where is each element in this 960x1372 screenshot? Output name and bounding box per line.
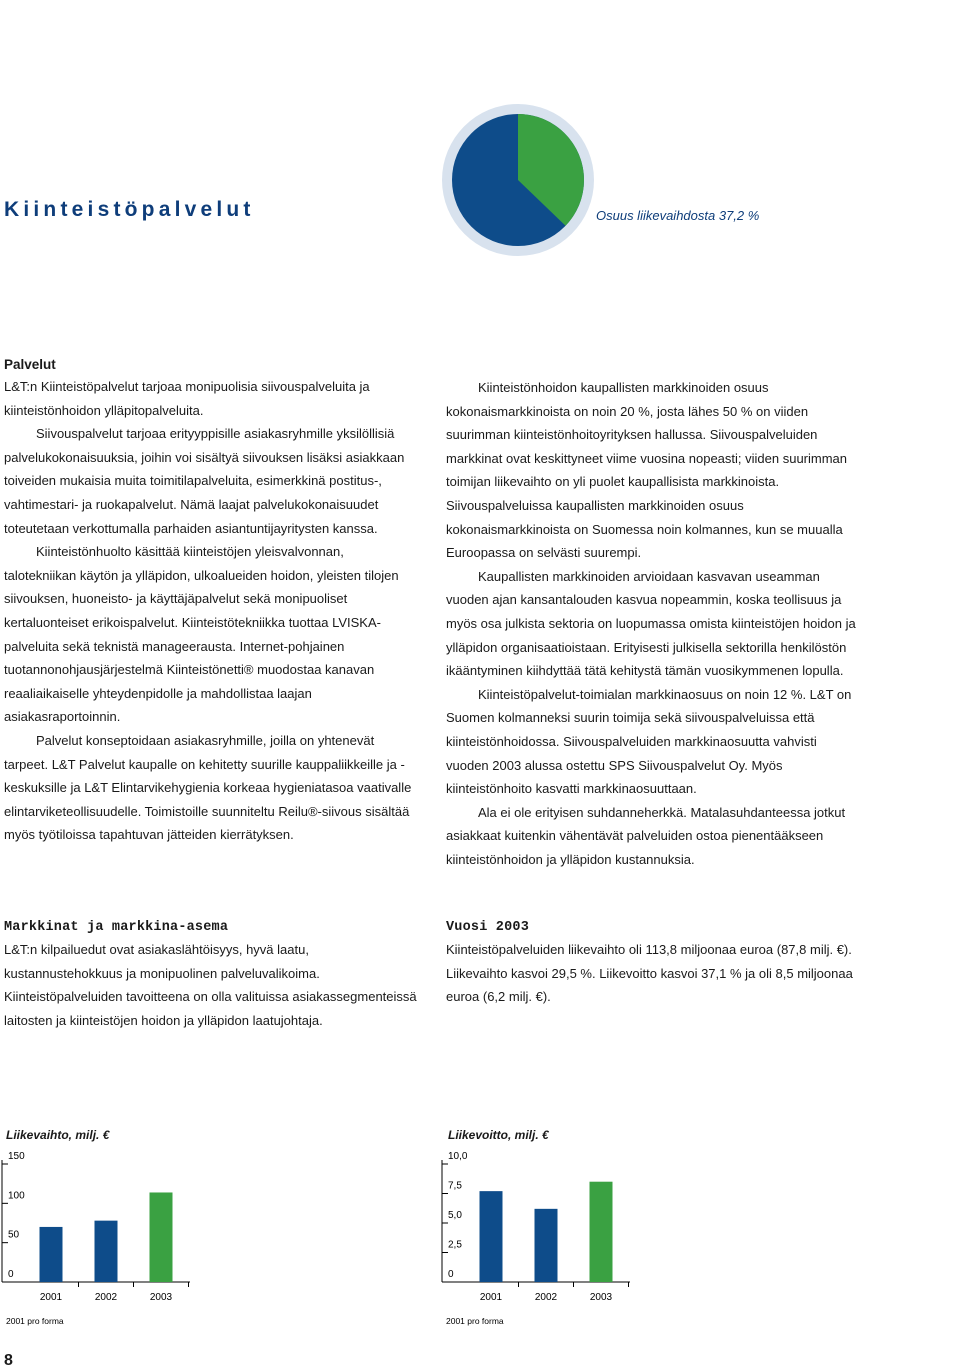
market-paragraph-2: Kaupallisten markkinoiden arvioidaan kasvavan useamman vuoden ajan kansantalouden kasvua nopeammin, koska teollisuus ja myös osa julkista sektoria on luopumassa omista kiinteistöjen hoidon ja ylläpidon organisaatioistaan. Erityisesti julkisella sektorilla henkilöstön ikääntyminen kiihdyttää tätä kehitystä tämän vuosikymmenen lopulla. [446,568,856,679]
bar-2003 [590,1182,613,1282]
x-tick-label-2003: 2003 [149,1292,173,1303]
chart-footnote: 2001 pro forma [446,1316,504,1326]
bar-2001 [40,1227,63,1282]
services-heading: Palvelut [4,357,56,372]
markets-section [4,918,418,1032]
bar-2003 [150,1192,173,1282]
year-text: Kiinteistöpalveluiden liikevaihto oli 113,8 miljoonaa euroa (87,8 milj. €). Liikevaihto kasvoi 29,5 %. Liikevoitto kasvoi 37,1 % ja oli 8,5 miljoonaa euroa (6,2 milj. €). [446,942,853,1005]
year-section [446,918,860,1009]
x-tick-label-2001: 2001 [479,1292,503,1303]
services-paragraph-3: Kiinteistönhuolto käsittää kiinteistöjen yleisvalvonnan, talotekniikan käytön ja ylläpidon, ulkoalueiden hoidon, yleisten tilojen siivouksen, huoneisto- ja käyttäjäpalvelut sekä monipuoliset kertaluonteiset erikoispalvelut. Kiinteistötekniikka tuottaa LVISKA-palveluita sekä teknistä manageerausta. Internet-pohjainen tuotannonohjausjärjestelmä Kiinteistönetti® muodostaa kanavan reaaliaikaiselle yhteydenpidolle ja mahdollistaa laajan asiakasraportoinnin. [4,544,399,725]
x-tick-label-2001: 2001 [39,1292,63,1303]
profit-chart-title: Liikevoitto, milj. € [448,1128,549,1142]
services-paragraph-1: L&T:n Kiinteistöpalvelut tarjoaa monipuolisia siivouspalveluita ja kiinteistönhoidon ylläpitopalveluita. [4,379,370,418]
services-paragraph-4: Palvelut konseptoidaan asiakasryhmille, joilla on yhtenevät tarpeet. L&T Palvelut kaupalle on kehitetty suurille kauppaliikkeille ja -keskuksille ja L&T Elintarvikehygienia korkeaa hygieniatasoa vaativalle elintarviketeollisuudelle. Toimistoille suunniteltu Reilu®-siivous sisältää myös työtiloissa tapahtuvan jätteiden kierrätyksen. [4,732,412,843]
bar-2002 [535,1209,558,1282]
y-tick-label: 10,0 [448,1151,468,1162]
y-tick-label: 0 [8,1269,14,1280]
y-tick-label: 7,5 [448,1180,462,1192]
revenue-chart [0,1150,210,1335]
y-tick-label: 50 [8,1229,20,1241]
x-tick-label-2002: 2002 [94,1292,118,1303]
y-tick-label: 2,5 [448,1239,462,1251]
profit-chart [440,1150,650,1335]
market-paragraph-3: Kiinteistöpalvelut-toimialan markkinaosuus on noin 12 %. L&T on Suomen kolmanneksi suurin toimija sekä siivouspalveluissa että kiinteistönhoidossa. Siivouspalveluiden markkinaosuutta vahvisti vuoden 2003 alussa ostettu SPS Siivouspalvelut Oy. Myös kiinteistönhoito kasvatti markkinaosuuttaan. [446,686,852,797]
market-paragraph-4: Ala ei ole erityisen suhdanneherkkä. Matalasuhdanteessa jotkut asiakkaat kuitenkin vähentävät palveluiden ostoa pienentääkseen kiinteistönhoidon ja ylläpidon kustannuksia. [446,804,846,867]
y-tick-label: 100 [8,1190,25,1202]
revenue-chart-title: Liikevaihto, milj. € [6,1128,110,1142]
y-tick-label: 0 [448,1269,454,1280]
share-pie-chart [440,102,600,262]
y-tick-label: 5,0 [448,1210,462,1221]
markets-heading: Markkinat ja markkina-asema [4,920,229,935]
markets-text: L&T:n kilpailuedut ovat asiakaslähtöisyys, hyvä laatu, kustannustehokkuus ja monipuolinen palveluvalikoima. Kiinteistöpalveluiden tavoitteena on olla valituissa asiakassegmenteissä laitosten ja kiinteistöjen hoidon ja ylläpidon laatujohtaja. [4,942,417,1028]
x-tick-label-2003: 2003 [589,1292,613,1303]
left-column [4,355,418,847]
page-title: Kiinteistöpalvelut [4,198,255,221]
y-tick-label: 150 [8,1151,25,1162]
share-label: Osuus liikevaihdosta 37,2 % [596,208,760,223]
x-tick-label-2002: 2002 [534,1292,558,1303]
year-heading: Vuosi 2003 [446,920,530,935]
chart-footnote: 2001 pro forma [6,1316,64,1326]
bar-2002 [95,1221,118,1282]
market-paragraph-1: Kiinteistönhoidon kaupallisten markkinoiden osuus kokonaismarkkinoista on noin 20 %, josta lähes 50 % on viiden suurimman kiinteistönhoitoyrityksen hallussa. Siivouspalveluiden markkinat ovat keskittyneet viime vuosina nopeasti; viiden suurimman toimijan liikevaihto on yli puolet kaupallisista markkinoista. Siivouspalveluissa kaupallisten markkinoiden osuus kokonaismarkkinoista on Suomessa noin kolmannes, kun se muualla Euroopassa on selvästi suurempi. [446,380,848,561]
bar-2001 [480,1191,503,1282]
services-paragraph-2: Siivouspalvelut tarjoaa erityyppisille asiakasryhmille yksilöllisiä palvelukokonaisuuksia, joihin voi sisältyä siivouksen lisäksi asiakkaan toiveiden mukaisia muita toimitilapalveluita, esimerkkinä postitus-, vahtimestari- ja ruokapalvelut. Nämä laajat palvelukokonaisuudet toteutetaan verkottumalla parhaiden asiantuntijayritysten kanssa. [4,426,405,536]
right-column [446,376,860,871]
page-number: 8 [4,1352,13,1369]
